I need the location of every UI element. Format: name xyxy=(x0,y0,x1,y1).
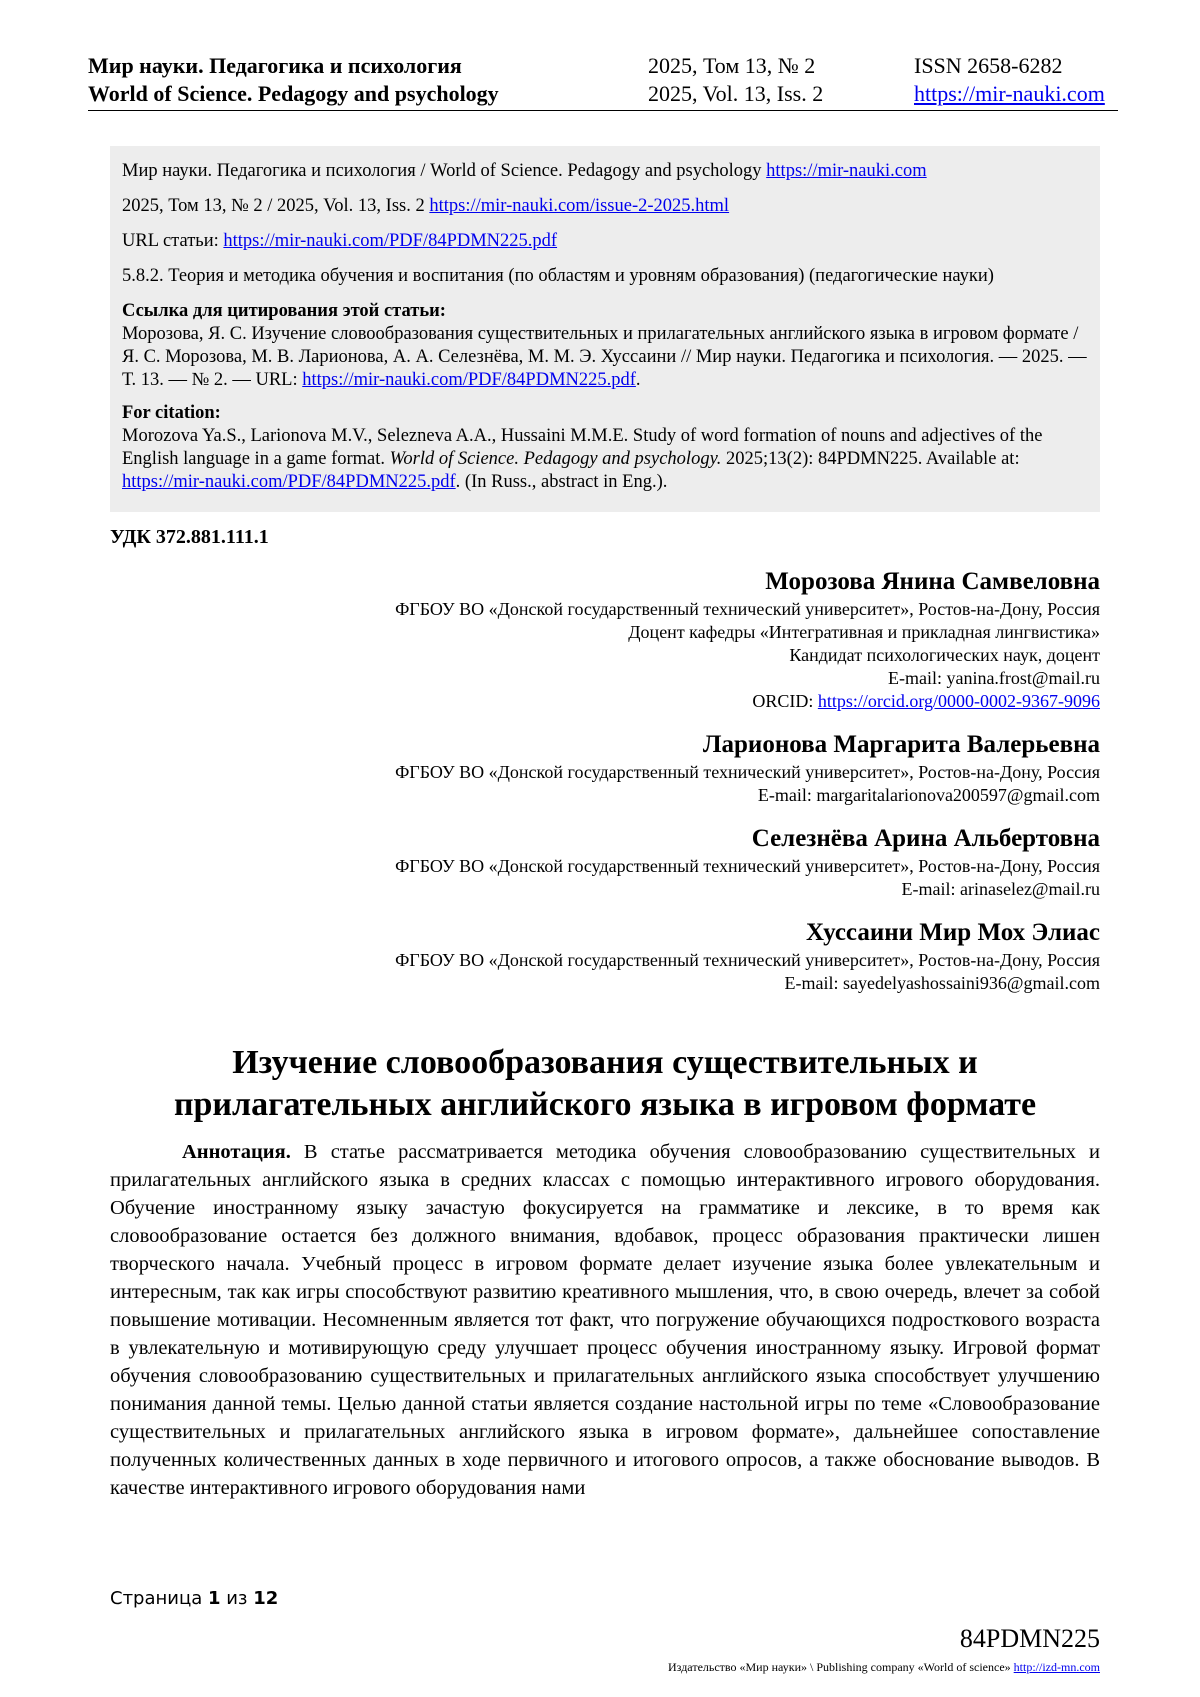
authors-block xyxy=(110,566,1100,1011)
running-header xyxy=(88,52,1118,111)
abstract-paragraph xyxy=(110,1138,1100,1502)
citation-en-journal: World of Science. Pedagogy and psychology. xyxy=(389,449,722,469)
info-journal-link[interactable]: https://mir-nauki.com xyxy=(766,161,927,181)
citation-en xyxy=(122,402,1088,494)
author-degree: Кандидат психологических наук, доцент xyxy=(789,645,1100,665)
info-specialty: 5.8.2. Теория и методика обучения и воспитания (по областям и уровням образования) (педагогические науки) xyxy=(122,266,994,286)
author-name: Селезнёва Арина Альбертовна xyxy=(751,825,1100,852)
author-affiliation: ФГБОУ ВО «Донской государственный технический университет», Ростов-на-Дону, Россия xyxy=(395,950,1100,970)
info-url-label: URL статьи: xyxy=(122,231,224,251)
journal-title-ru: Мир науки. Педагогика и психология xyxy=(88,53,462,78)
page-label: Страница xyxy=(110,1588,208,1609)
article-code: 84PDMN225 xyxy=(959,1624,1100,1653)
publisher-link[interactable]: http://izd-mn.com xyxy=(1013,1660,1100,1674)
issn-block xyxy=(914,52,1105,108)
author-2 xyxy=(110,729,1100,807)
abstract-label: Аннотация. xyxy=(182,1141,291,1163)
author-email: E-mail: sayedelyashossaini936@gmail.com xyxy=(784,973,1100,993)
author-email: E-mail: margaritalarionova200597@gmail.com xyxy=(757,785,1100,805)
volume-ru: 2025, Том 13, № 2 xyxy=(648,53,816,78)
info-url-line xyxy=(122,230,1088,253)
author-name: Хуссаини Мир Мох Элиас xyxy=(806,919,1100,946)
issn: ISSN 2658-6282 xyxy=(914,53,1063,78)
author-orcid xyxy=(110,690,1100,713)
author-email: E-mail: arinaselez@mail.ru xyxy=(901,879,1100,899)
citation-en-link[interactable]: https://mir-nauki.com/PDF/84PDMN225.pdf xyxy=(122,472,456,492)
article-url-link[interactable]: https://mir-nauki.com/PDF/84PDMN225.pdf xyxy=(223,231,558,251)
author-1 xyxy=(110,566,1100,713)
abstract-text: В статье рассматривается методика обучения словообразованию существительных и прилагательных английского языка в средних классах с помощью интерактивного игрового оборудования. Обучение иностранному языку зачастую фокусируется на грамматике и лексике, в то время как словообразование остается без должного внимания, вдобавок, процесс образования практически лишен творческого начала. Учебный процесс в игровом формате делает изучение языка более увлекательным и интересным, так как игры способствуют развитию креативного мышления, что, в свою очередь, влечет за собой повышение мотивации. Несомненным является тот факт, что погружение обучающихся подросткового возраста в увлекательную и мотивирующую среду улучшает процесс обучения иностранному языку. Игровой формат обучения словообразованию существительных и прилагательных английского языка способствует улучшению понимания данной темы. Целью данной статьи является создание настольной игры по теме «Словообразование существительных и прилагательных английского языка в игровом формате», дальнейшее сопоставление полученных количественных данных в ходе первичного и итогового опросов, а также обоснование выводов. В качестве интерактивного игрового оборудования нами xyxy=(110,1141,1100,1499)
citation-en-end: . (In Russ., abstract in Eng.). xyxy=(455,472,668,492)
author-4 xyxy=(110,917,1100,995)
info-issue-text: 2025, Том 13, № 2 / 2025, Vol. 13, Iss. 2 xyxy=(122,196,430,216)
volume-info xyxy=(648,52,823,108)
volume-en: 2025, Vol. 13, Iss. 2 xyxy=(648,81,824,106)
article-info-box xyxy=(110,146,1100,512)
udk-code: УДК 372.881.111.1 xyxy=(110,526,269,548)
title-line-2: прилагательных английского языка в игровом формате xyxy=(173,1086,1037,1123)
citation-en-heading: For citation: xyxy=(122,403,221,423)
author-email: E-mail: yanina.frost@mail.ru xyxy=(887,668,1100,688)
publisher-text: Издательство «Мир науки» \ Publishing company «World of science» xyxy=(668,1660,1014,1674)
citation-ru-heading: Ссылка для цитирования этой статьи: xyxy=(122,301,446,321)
journal-site-link[interactable]: https://mir-nauki.com xyxy=(914,81,1105,106)
author-name: Морозова Янина Самвеловна xyxy=(765,568,1100,595)
abstract xyxy=(110,1138,1100,1502)
info-issue-link[interactable]: https://mir-nauki.com/issue-2-2025.html xyxy=(429,196,730,216)
citation-ru xyxy=(122,300,1088,392)
citation-ru-body xyxy=(122,323,1088,392)
citation-ru-end: . xyxy=(635,370,641,390)
author-3 xyxy=(110,823,1100,901)
page-current: 1 xyxy=(207,1588,221,1609)
page-number xyxy=(110,1588,278,1609)
citation-ru-text: Морозова, Я. С. Изучение словообразования существительных и прилагательных английского языка в игровом формате / Я. С. Морозова, М. В. Ларионова, А. А. Селезнёва, М. М. Э. Хуссаини // Мир науки. Педагогика и психология. — 2025. — Т. 13. — № 2. — URL: xyxy=(122,324,1087,390)
author-affiliation: ФГБОУ ВО «Донской государственный технический университет», Ростов-на-Дону, Россия xyxy=(395,599,1100,619)
info-issue-line xyxy=(122,195,1088,218)
journal-title-en: World of Science. Pedagogy and psychology xyxy=(88,81,499,106)
publisher-line xyxy=(668,1660,1100,1675)
author-name: Ларионова Маргарита Валерьевна xyxy=(702,731,1100,758)
page-of: из xyxy=(220,1588,254,1609)
citation-en-text2: 2025;13(2): 84PDMN225. Available at: xyxy=(721,449,1020,469)
author-affiliation: ФГБОУ ВО «Донской государственный технический университет», Ростов-на-Дону, Россия xyxy=(395,762,1100,782)
info-journal-text: Мир науки. Педагогика и психология / World of Science. Pedagogy and psychology xyxy=(122,161,767,181)
info-journal-line xyxy=(122,160,1088,183)
title-line-1: Изучение словообразования существительных и xyxy=(232,1044,978,1081)
article-title xyxy=(110,1042,1100,1126)
orcid-link[interactable]: https://orcid.org/0000-0002-9367-9096 xyxy=(817,691,1100,711)
citation-en-text1: Morozova Ya.S., Larionova M.V., Selezneva A.A., Hussaini M.M.E. Study of word formation of nouns and adjectives of the English language in a game format. xyxy=(122,426,1043,469)
citation-en-body xyxy=(122,425,1088,494)
author-affiliation: ФГБОУ ВО «Донской государственный технический университет», Ростов-на-Дону, Россия xyxy=(395,856,1100,876)
orcid-label: ORCID: xyxy=(752,691,818,711)
citation-ru-link[interactable]: https://mir-nauki.com/PDF/84PDMN225.pdf xyxy=(302,370,636,390)
author-position: Доцент кафедры «Интегративная и прикладная лингвистика» xyxy=(628,622,1100,642)
journal-title xyxy=(88,52,499,108)
page-total: 12 xyxy=(253,1588,279,1609)
